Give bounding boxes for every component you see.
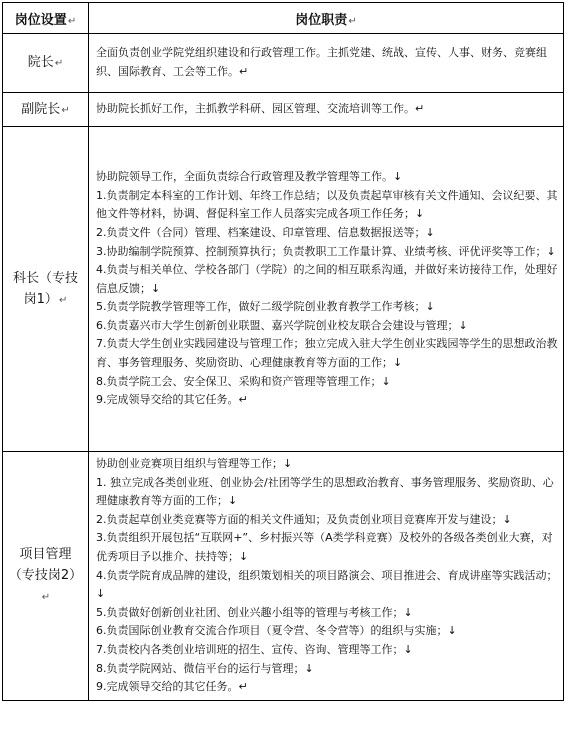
duty-item: 3.负责组织开展包括“互联网+”、乡村振兴等（A类学科竞赛）及校外的各级各类创业大赛，对优秀项目予以推介、扶持等；↓ bbox=[96, 531, 553, 563]
cell-end-mark: ↵ bbox=[41, 591, 51, 603]
position-name: 科长（专技岗1） bbox=[12, 270, 78, 307]
duty-item: 4.负责与相关单位、学校各部门（学院）的之间的相互联系沟通，并做好来访接待工作，处理好信息反馈；↓ bbox=[96, 263, 558, 295]
duty-item: 4.负责学院育成品牌的建设，组织策划相关的项目路演会、项目推进会、育成讲座等实践活动；↓ bbox=[96, 568, 558, 601]
duty-item: 协助院长抓好工作，主抓教学科研、园区管理、交流培训等工作。↵ bbox=[96, 102, 425, 116]
header-position-label: 岗位设置 bbox=[14, 12, 67, 28]
duty-item: 1. 独立完成各类创业班、创业协会/社团等学生的思想政治教育、事务管理服务、奖励资助、心理健康教育等方面的工作；↓ bbox=[96, 475, 554, 508]
header-duties bbox=[89, 3, 564, 34]
duties-cell bbox=[89, 93, 564, 127]
duty-item: 9.完成领导交给的其它任务。↵ bbox=[96, 393, 248, 407]
position-name: 院长 bbox=[27, 55, 54, 70]
cell-end-mark: ↵ bbox=[58, 294, 68, 306]
duties-cell bbox=[89, 452, 564, 701]
duties-cell bbox=[89, 127, 564, 452]
position-name: 副院长 bbox=[21, 101, 61, 117]
duty-item: 6.负责嘉兴市大学生创新创业联盟、嘉兴学院创业校友联合会建设与管理；↓ bbox=[96, 318, 468, 332]
table-row bbox=[3, 34, 564, 93]
duties-cell bbox=[89, 34, 564, 93]
duty-item: 5.负责做好创新创业社团、创业兴趣小组等的管理与考核工作；↓ bbox=[96, 605, 413, 619]
table-header-row bbox=[3, 3, 564, 34]
duty-item: 6.负责国际创业教育交流合作项目（夏令营、冬令营等）的组织与实施；↓ bbox=[96, 624, 457, 638]
position-cell bbox=[3, 34, 89, 93]
position-cell bbox=[3, 93, 89, 127]
table-row bbox=[3, 93, 564, 127]
cell-end-mark: ↵ bbox=[54, 58, 64, 69]
duty-item: 全面负责创业学院党组织建设和行政管理工作。主抓党建、统战、宣传、人事、财务、竞赛组织、国际教育、工会等工作。↵ bbox=[96, 46, 547, 78]
duty-item: 2.负责起草创业类竞赛等方面的相关文件通知；及负责创业项目竞赛库开发与建设；↓ bbox=[96, 512, 512, 526]
table-row bbox=[3, 127, 564, 452]
cell-end-mark: ↵ bbox=[61, 104, 70, 116]
duty-item: 2.负责文件（合同）管理、档案建设、印章管理、信息数据报送等；↓ bbox=[96, 225, 435, 239]
cell-end-mark: ↵ bbox=[348, 15, 357, 27]
position-cell bbox=[3, 127, 89, 452]
duty-item: 协助院领导工作，全面负责综合行政管理及教学管理等工作。↓ bbox=[96, 170, 403, 184]
duty-item: 7.负责校内各类创业培训班的招生、宣传、咨询、管理等工作；↓ bbox=[96, 642, 413, 656]
header-duties-label: 岗位职责 bbox=[295, 12, 348, 28]
duty-item: 7.负责大学生创业实践园建设与管理工作；独立完成入驻大学生创业实践园等学生的思想政治教育、事务管理服务、奖励资助、心理健康教育等方面的工作；↓ bbox=[96, 337, 558, 370]
duty-item: 协助创业竞赛项目组织与管理等工作；↓ bbox=[96, 457, 293, 470]
positions-table bbox=[2, 2, 564, 701]
cell-end-mark: ↵ bbox=[67, 15, 77, 27]
position-name: 项目管理（专技岗2） bbox=[8, 546, 83, 583]
duty-item: 1.负责制定本科室的工作计划、年终工作总结；以及负责起草审核有关文件通知、会议纪要、其他文件等材料，协调、督促科室工作人员落实完成各项工作任务；↓ bbox=[96, 188, 558, 221]
position-cell bbox=[3, 452, 89, 701]
duty-item: 8.负责学院工会、安全保卫、采购和资产管理等管理工作；↓ bbox=[96, 374, 391, 388]
duty-item: 9.完成领导交给的其它任务。↵ bbox=[96, 680, 248, 694]
header-position bbox=[3, 3, 89, 34]
duty-item: 5.负责学院教学管理等工作，做好二级学院创业教育教学工作考核；↓ bbox=[96, 300, 435, 314]
duty-item: 8.负责学院网站、微信平台的运行与管理；↓ bbox=[96, 661, 314, 675]
duty-item: 3.协助编制学院预算、控制预算执行；负责教职工工作量计算、业绩考核、评优评奖等工作；↓ bbox=[96, 244, 556, 258]
table-row bbox=[3, 452, 564, 701]
